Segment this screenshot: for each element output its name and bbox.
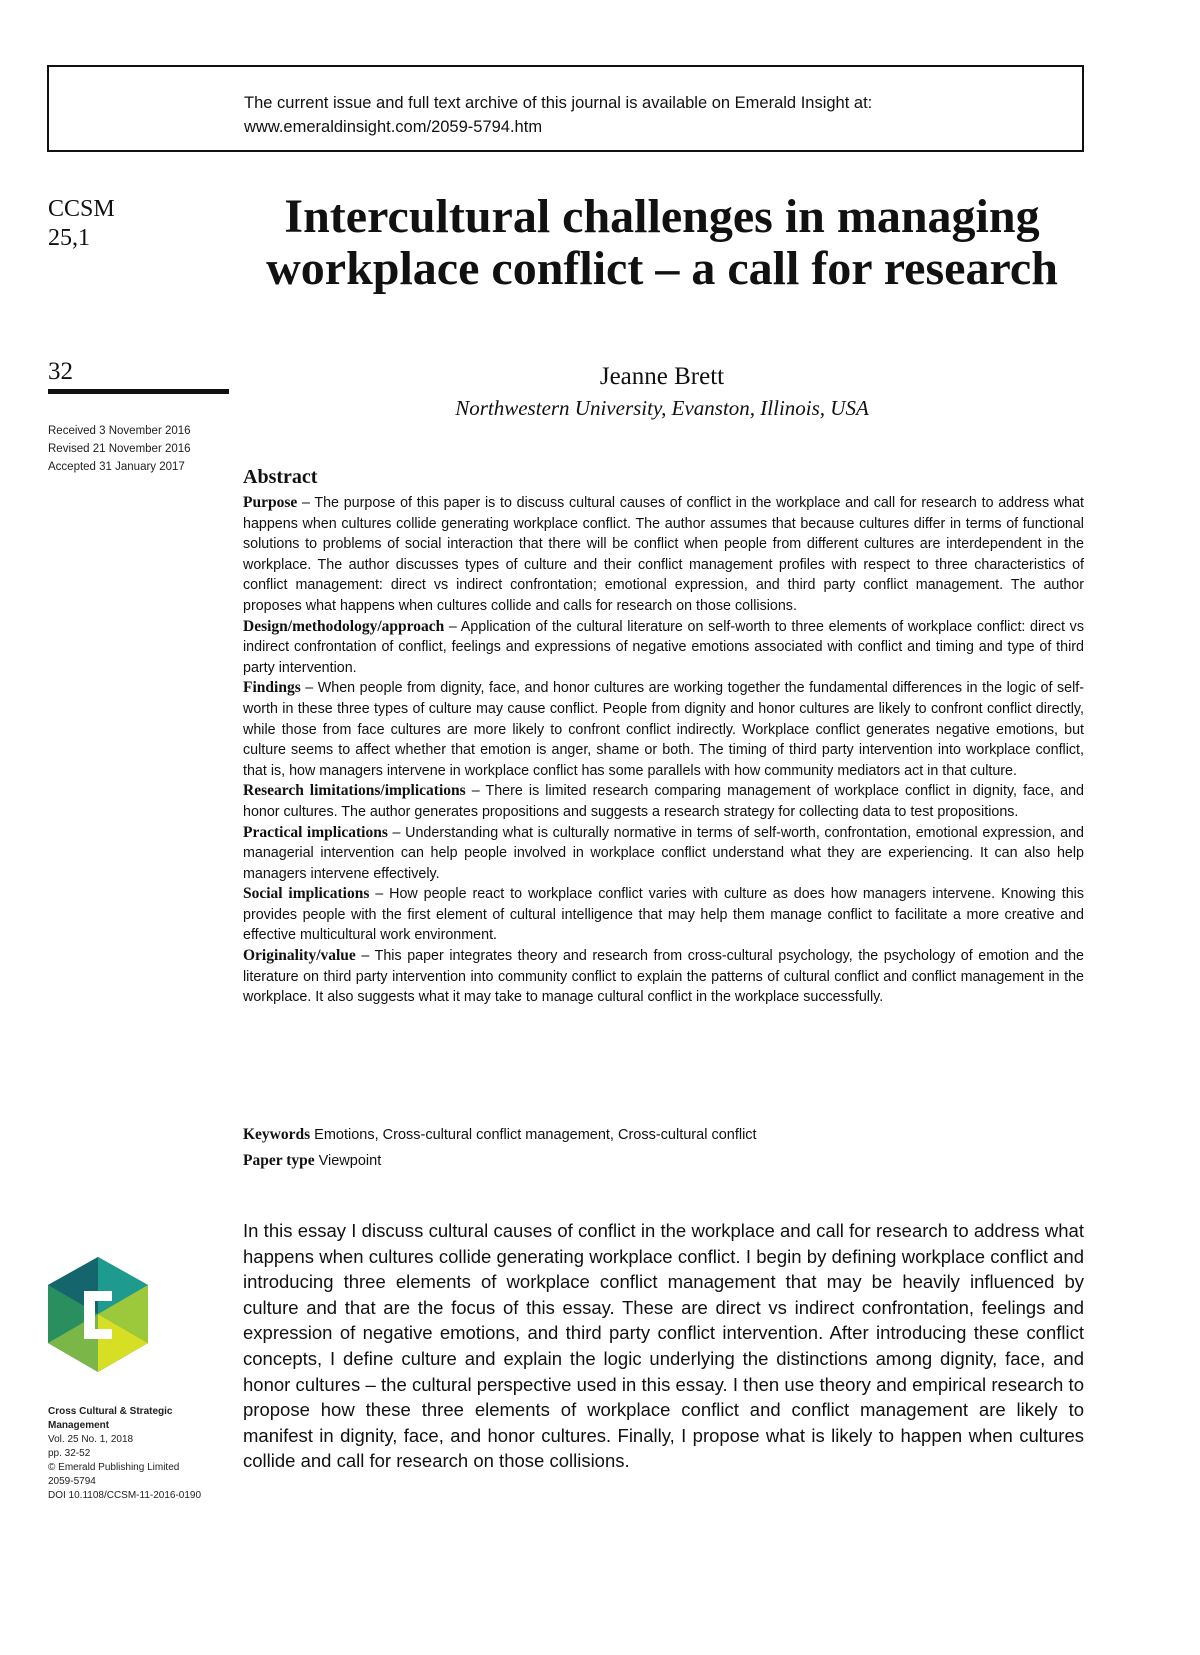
abstract-design	[243, 617, 1084, 679]
journal-name: Cross Cultural & Strategic	[48, 1406, 173, 1417]
abstract-label: Originality/value	[243, 947, 356, 965]
abstract-label: Findings	[243, 679, 301, 697]
access-notice-text	[244, 91, 872, 139]
abstract-label: Social implications	[243, 885, 370, 903]
keywords-value: Emotions, Cross-cultural conflict management, Cross-cultural conflict	[314, 1127, 757, 1143]
doi-link[interactable]: DOI 10.1108/CCSM-11-2016-0190	[48, 1490, 202, 1501]
abstract-body	[243, 493, 1084, 1008]
abstract-text: – There is limited research comparing management of workplace conflict in dignity, face, and honor cultures. The author generates propositions and suggests a research strategy for collecting data to test propositions.	[243, 783, 1084, 820]
issn-line: 2059-5794	[48, 1476, 96, 1487]
paper-type-line	[243, 1152, 381, 1170]
abstract-text: – Understanding what is culturally normative in terms of self-worth, confrontation, emotional expression, and managerial intervention can help people involved in workplace conflict understand what they are experiencing. It can also help managers intervene effectively.	[243, 824, 1084, 882]
emerald-logo-icon	[48, 1257, 148, 1372]
journal-abbrev: CCSM	[48, 196, 115, 222]
abstract-text: – When people from dignity, face, and honor cultures are working together the fundamental differences in the logic of self-worth in these three types of culture may cause conflict. People from dignity and honor cultures are likely to confront conflict directly, while those from face cultures are more likely to confront conflict indirectly. Workplace conflict generates negative emotions, but culture seems to affect whether that emotion is anger, shame or both. The timing of third party intervention into workplace conflict, that is, how managers intervene in workplace conflict has some parallels with how community mediators act in that culture.	[243, 680, 1084, 779]
abstract-purpose	[243, 493, 1084, 617]
abstract-social	[243, 884, 1084, 946]
abstract-text: – How people react to workplace conflict varies with culture as does how managers intervene. Knowing this provides people with the first element of cultural intelligence that may help them manage conflict to facilitate a more creative and effective multicultural work environment.	[243, 886, 1084, 944]
journal-archive-link[interactable]: www.emeraldinsight.com/2059-5794.htm	[244, 118, 543, 136]
access-notice-box	[47, 65, 1084, 152]
abstract-limitations	[243, 781, 1084, 822]
journal-name-cont: Management	[48, 1420, 110, 1431]
article-history	[48, 422, 191, 476]
abstract-text: – This paper integrates theory and research from cross-cultural psychology, the psychology of emotion and the literature on third party intervention into community conflict to explain the patterns of cultural conflict and conflict management in the workplace. It also suggests what it may take to manage cultural conflict in the workplace successfully.	[243, 948, 1084, 1006]
page-number-rule	[48, 389, 229, 394]
keywords-label: Keywords	[243, 1126, 311, 1143]
paper-type-label: Paper type	[243, 1152, 315, 1169]
abstract-label: Purpose	[243, 494, 298, 511]
body-intro-paragraph: In this essay I discuss cultural causes of conflict in the workplace and call for research to address what happens when cultures collide generating workplace conflict. I begin by defining workplace conflict and introducing three elements of workplace conflict management that may be heavily influenced by culture and that are the focus of this essay. These are direct vs indirect confrontation, feelings and expression of negative emotions, and third party conflict intervention. After introducing these conflict concepts, I define culture and explain the logic underlying the distinctions among dignity, face, and honor cultures – the cultural perspective used in this essay. I then use theory and empirical research to propose how these three elements of workplace conflict and conflict management are likely to manifest in dignity, face, and honor cultures. Finally, I propose what is likely to happen when cultures collide and call for research on those collisions.	[243, 1220, 1084, 1472]
article-title: Intercultural challenges in managing workplace conflict – a call for research	[266, 190, 1058, 295]
journal-code	[48, 195, 115, 253]
revised-date: Revised 21 November 2016	[48, 443, 191, 455]
paper-type-value: Viewpoint	[318, 1153, 382, 1169]
author-affiliation: Northwestern University, Evanston, Illinois, USA	[455, 396, 869, 420]
volume-issue: 25,1	[48, 225, 90, 251]
abstract-text: – Application of the cultural literature on self-worth to three elements of workplace conflict: direct vs indirect confrontation of conflict, feelings and expressions of negative emotions associated with conflict and timing and type of third party intervention.	[243, 618, 1084, 676]
abstract-text: – The purpose of this paper is to discuss cultural causes of conflict in the workplace and call for research to address what happens when cultures collide generating workplace conflict. The author assumes that because cultures differ in terms of functional solutions to problems of social interaction that there will be conflict when people from different cultures are interdependent in the workplace. The author discusses types of culture and their conflict management profiles with respect to three characteristics of conflict management: direct vs indirect confrontation; emotional expression, and third party conflict management. The author proposes what happens when cultures collide and calls for research on those collisions.	[243, 495, 1084, 614]
publisher-info	[48, 1405, 228, 1503]
page-number: 32	[48, 358, 73, 385]
access-notice-line: The current issue and full text archive of this journal is available on Emerald Insight at:	[244, 94, 873, 112]
abstract-originality	[243, 946, 1084, 1008]
author-name: Jeanne Brett	[599, 363, 725, 390]
abstract-label: Practical implications	[243, 823, 388, 841]
abstract-practical	[243, 823, 1084, 885]
received-date: Received 3 November 2016	[48, 425, 191, 437]
abstract-label: Research limitations/implications	[243, 782, 466, 800]
accepted-date: Accepted 31 January 2017	[48, 461, 185, 473]
abstract-heading: Abstract	[243, 466, 318, 488]
keywords-line	[243, 1126, 757, 1144]
abstract-label: Design/methodology/approach	[243, 617, 445, 635]
copyright-line: © Emerald Publishing Limited	[48, 1462, 180, 1473]
journal-volume: Vol. 25 No. 1, 2018	[48, 1434, 134, 1445]
journal-pages: pp. 32-52	[48, 1448, 91, 1459]
abstract-findings	[243, 678, 1084, 781]
